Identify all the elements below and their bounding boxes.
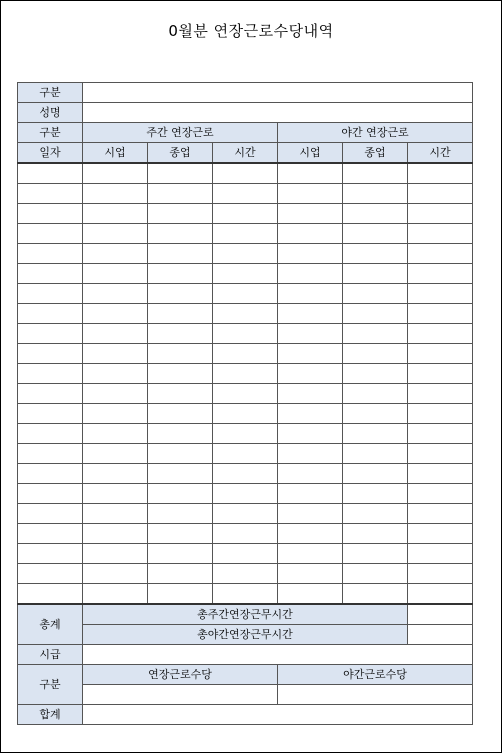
entry-day-time-cell[interactable] [213, 584, 278, 605]
entry-night-start-cell[interactable] [278, 544, 343, 564]
entry-row [18, 364, 473, 384]
entry-day-start-cell[interactable] [83, 524, 148, 544]
entry-date-cell[interactable] [18, 424, 83, 444]
entry-night-end-cell[interactable] [343, 184, 408, 204]
entry-date-cell[interactable] [18, 163, 83, 184]
entry-date-cell[interactable] [18, 404, 83, 424]
entry-day-start-cell[interactable] [83, 584, 148, 605]
entry-row [18, 584, 473, 605]
entry-day-start-cell[interactable] [83, 344, 148, 364]
entry-night-time-cell[interactable] [408, 184, 473, 204]
entry-day-time-cell[interactable] [213, 464, 278, 484]
entry-day-time-cell[interactable] [213, 163, 278, 184]
entry-night-end-cell[interactable] [343, 404, 408, 424]
entry-night-time-cell[interactable] [408, 544, 473, 564]
entry-date-cell[interactable] [18, 224, 83, 244]
entry-row [18, 304, 473, 324]
entry-day-end-cell[interactable] [148, 184, 213, 204]
day-end-header: 종업 [148, 143, 213, 164]
entry-day-end-cell[interactable] [148, 224, 213, 244]
entry-row [18, 244, 473, 264]
entry-night-start-cell[interactable] [278, 364, 343, 384]
entry-day-time-cell[interactable] [213, 244, 278, 264]
entry-date-cell[interactable] [18, 584, 83, 605]
entry-row [18, 544, 473, 564]
entry-day-start-cell[interactable] [83, 424, 148, 444]
entry-night-time-cell[interactable] [408, 484, 473, 504]
entry-night-start-cell[interactable] [278, 163, 343, 184]
total-night-hours-label: 총야간연장근무시간 [83, 625, 408, 645]
entry-date-cell[interactable] [18, 464, 83, 484]
entry-night-end-cell[interactable] [343, 424, 408, 444]
entry-row [18, 444, 473, 464]
entry-night-start-cell[interactable] [278, 504, 343, 524]
entry-day-start-cell[interactable] [83, 244, 148, 264]
entry-date-cell[interactable] [18, 564, 83, 584]
entry-day-time-cell[interactable] [213, 504, 278, 524]
entry-day-start-cell[interactable] [83, 504, 148, 524]
entry-night-end-cell[interactable] [343, 244, 408, 264]
entry-day-end-cell[interactable] [148, 404, 213, 424]
entry-day-end-cell[interactable] [148, 204, 213, 224]
entry-rows [18, 163, 473, 604]
day-column-header: 일자 [18, 143, 83, 164]
sum-value[interactable] [83, 705, 473, 725]
entry-row [18, 324, 473, 344]
night-time-header: 시간 [408, 143, 473, 164]
entry-row [18, 184, 473, 204]
entry-night-end-cell[interactable] [343, 564, 408, 584]
entry-night-end-cell[interactable] [343, 524, 408, 544]
entry-night-end-cell[interactable] [343, 264, 408, 284]
name-label: 성명 [18, 103, 83, 123]
entry-date-cell[interactable] [18, 544, 83, 564]
entry-night-end-cell[interactable] [343, 304, 408, 324]
entry-row [18, 464, 473, 484]
entry-day-end-cell[interactable] [148, 444, 213, 464]
total-night-hours-value[interactable] [408, 625, 473, 645]
entry-day-end-cell[interactable] [148, 504, 213, 524]
entry-row [18, 204, 473, 224]
entry-night-start-cell[interactable] [278, 244, 343, 264]
entry-date-cell[interactable] [18, 384, 83, 404]
entry-day-start-cell[interactable] [83, 184, 148, 204]
hourly-wage-label: 시급 [18, 645, 83, 665]
entry-night-time-cell[interactable] [408, 384, 473, 404]
entry-day-start-cell[interactable] [83, 384, 148, 404]
entry-day-time-cell[interactable] [213, 444, 278, 464]
entry-night-start-cell[interactable] [278, 344, 343, 364]
entry-night-start-cell[interactable] [278, 424, 343, 444]
entry-row [18, 163, 473, 184]
total-day-hours-label: 총주간연장근무시간 [83, 604, 408, 625]
entry-night-start-cell[interactable] [278, 584, 343, 605]
entry-date-cell[interactable] [18, 364, 83, 384]
entry-night-end-cell[interactable] [343, 364, 408, 384]
entry-night-time-cell[interactable] [408, 404, 473, 424]
entry-night-time-cell[interactable] [408, 224, 473, 244]
entry-day-time-cell[interactable] [213, 404, 278, 424]
entry-night-start-cell[interactable] [278, 404, 343, 424]
entry-day-start-cell[interactable] [83, 544, 148, 564]
entry-night-time-cell[interactable] [408, 204, 473, 224]
entry-day-end-cell[interactable] [148, 304, 213, 324]
entry-day-end-cell[interactable] [148, 163, 213, 184]
entry-day-end-cell[interactable] [148, 324, 213, 344]
entry-night-start-cell[interactable] [278, 384, 343, 404]
entry-night-end-cell[interactable] [343, 504, 408, 524]
night-start-header: 시업 [278, 143, 343, 164]
entry-date-cell[interactable] [18, 284, 83, 304]
entry-night-time-cell[interactable] [408, 163, 473, 184]
entry-day-time-cell[interactable] [213, 224, 278, 244]
entry-day-end-cell[interactable] [148, 524, 213, 544]
entry-day-start-cell[interactable] [83, 284, 148, 304]
entry-date-cell[interactable] [18, 244, 83, 264]
entry-day-end-cell[interactable] [148, 344, 213, 364]
entry-night-start-cell[interactable] [278, 204, 343, 224]
entry-day-time-cell[interactable] [213, 264, 278, 284]
entry-row [18, 404, 473, 424]
entry-date-cell[interactable] [18, 484, 83, 504]
entry-day-end-cell[interactable] [148, 464, 213, 484]
entry-night-time-cell[interactable] [408, 264, 473, 284]
entry-night-time-cell[interactable] [408, 504, 473, 524]
entry-day-time-cell[interactable] [213, 424, 278, 444]
entry-day-start-cell[interactable] [83, 224, 148, 244]
total-label: 총계 [18, 604, 83, 645]
entry-row [18, 484, 473, 504]
entry-day-start-cell[interactable] [83, 204, 148, 224]
entry-night-start-cell[interactable] [278, 484, 343, 504]
entry-night-start-cell[interactable] [278, 184, 343, 204]
entry-night-time-cell[interactable] [408, 564, 473, 584]
entry-night-start-cell[interactable] [278, 564, 343, 584]
entry-row [18, 564, 473, 584]
day-start-header: 시업 [83, 143, 148, 164]
entry-night-end-cell[interactable] [343, 464, 408, 484]
entry-day-start-cell[interactable] [83, 304, 148, 324]
entry-row [18, 504, 473, 524]
entry-day-start-cell[interactable] [83, 404, 148, 424]
entry-day-start-cell[interactable] [83, 564, 148, 584]
page-title: 0월분 연장근로수당내역 [168, 22, 334, 40]
gubun-value-cell[interactable] [83, 83, 473, 103]
entry-night-end-cell[interactable] [343, 544, 408, 564]
entry-day-end-cell[interactable] [148, 244, 213, 264]
entry-day-time-cell[interactable] [213, 384, 278, 404]
entry-day-time-cell[interactable] [213, 484, 278, 504]
gubun-label: 구분 [18, 83, 83, 103]
entry-night-start-cell[interactable] [278, 264, 343, 284]
gubun-label-2: 구분 [18, 123, 83, 143]
night-end-header: 종업 [343, 143, 408, 164]
day-time-header: 시간 [213, 143, 278, 164]
entry-night-time-cell[interactable] [408, 304, 473, 324]
entry-day-time-cell[interactable] [213, 344, 278, 364]
entry-night-end-cell[interactable] [343, 344, 408, 364]
entry-night-time-cell[interactable] [408, 344, 473, 364]
entry-night-end-cell[interactable] [343, 163, 408, 184]
entry-day-start-cell[interactable] [83, 444, 148, 464]
entry-night-start-cell[interactable] [278, 224, 343, 244]
entry-night-end-cell[interactable] [343, 204, 408, 224]
entry-date-cell[interactable] [18, 524, 83, 544]
night-allowance-header: 야간근로수당 [278, 665, 473, 685]
entry-day-end-cell[interactable] [148, 424, 213, 444]
entry-day-start-cell[interactable] [83, 264, 148, 284]
entry-date-cell[interactable] [18, 184, 83, 204]
entry-row [18, 284, 473, 304]
sum-label: 합계 [18, 705, 83, 725]
gubun-label-3: 구분 [18, 665, 83, 705]
entry-day-start-cell[interactable] [83, 364, 148, 384]
entry-day-time-cell[interactable] [213, 324, 278, 344]
entry-date-cell[interactable] [18, 264, 83, 284]
entry-date-cell[interactable] [18, 504, 83, 524]
entry-night-end-cell[interactable] [343, 384, 408, 404]
entry-date-cell[interactable] [18, 444, 83, 464]
entry-night-end-cell[interactable] [343, 224, 408, 244]
entry-night-end-cell[interactable] [343, 284, 408, 304]
entry-date-cell[interactable] [18, 324, 83, 344]
entry-night-time-cell[interactable] [408, 464, 473, 484]
entry-day-time-cell[interactable] [213, 184, 278, 204]
entry-day-end-cell[interactable] [148, 484, 213, 504]
entry-day-end-cell[interactable] [148, 364, 213, 384]
entry-day-end-cell[interactable] [148, 584, 213, 605]
entry-day-end-cell[interactable] [148, 284, 213, 304]
entry-date-cell[interactable] [18, 304, 83, 324]
total-day-hours-value[interactable] [408, 604, 473, 625]
entry-night-start-cell[interactable] [278, 284, 343, 304]
entry-night-time-cell[interactable] [408, 584, 473, 605]
entry-row [18, 524, 473, 544]
entry-row [18, 384, 473, 404]
entry-row [18, 344, 473, 364]
entry-day-time-cell[interactable] [213, 364, 278, 384]
entry-day-time-cell[interactable] [213, 564, 278, 584]
night-overtime-header: 야간 연장근로 [278, 123, 473, 143]
entry-day-time-cell[interactable] [213, 204, 278, 224]
entry-row [18, 424, 473, 444]
entry-night-time-cell[interactable] [408, 364, 473, 384]
entry-night-time-cell[interactable] [408, 284, 473, 304]
entry-night-start-cell[interactable] [278, 324, 343, 344]
entry-night-start-cell[interactable] [278, 464, 343, 484]
entry-day-end-cell[interactable] [148, 264, 213, 284]
ot-allowance-value[interactable] [83, 685, 278, 705]
entry-night-end-cell[interactable] [343, 324, 408, 344]
entry-day-time-cell[interactable] [213, 284, 278, 304]
entry-day-start-cell[interactable] [83, 163, 148, 184]
entry-day-start-cell[interactable] [83, 484, 148, 504]
entry-day-time-cell[interactable] [213, 544, 278, 564]
entry-night-time-cell[interactable] [408, 424, 473, 444]
entry-night-time-cell[interactable] [408, 324, 473, 344]
entry-row [18, 264, 473, 284]
entry-night-end-cell[interactable] [343, 444, 408, 464]
hourly-wage-value[interactable] [83, 645, 473, 665]
entry-night-time-cell[interactable] [408, 524, 473, 544]
night-allowance-value[interactable] [278, 685, 473, 705]
entry-day-time-cell[interactable] [213, 304, 278, 324]
name-value-cell[interactable] [83, 103, 473, 123]
entry-night-time-cell[interactable] [408, 444, 473, 464]
ot-allowance-header: 연장근로수당 [83, 665, 278, 685]
entry-day-end-cell[interactable] [148, 544, 213, 564]
entry-night-start-cell[interactable] [278, 444, 343, 464]
day-overtime-header: 주간 연장근로 [83, 123, 278, 143]
entry-day-start-cell[interactable] [83, 324, 148, 344]
entry-night-start-cell[interactable] [278, 524, 343, 544]
entry-date-cell[interactable] [18, 204, 83, 224]
entry-day-end-cell[interactable] [148, 384, 213, 404]
overtime-form-table [17, 82, 473, 725]
entry-night-end-cell[interactable] [343, 484, 408, 504]
entry-day-start-cell[interactable] [83, 464, 148, 484]
entry-day-end-cell[interactable] [148, 564, 213, 584]
entry-date-cell[interactable] [18, 344, 83, 364]
entry-night-start-cell[interactable] [278, 304, 343, 324]
entry-night-time-cell[interactable] [408, 244, 473, 264]
entry-day-time-cell[interactable] [213, 524, 278, 544]
entry-night-end-cell[interactable] [343, 584, 408, 605]
entry-row [18, 224, 473, 244]
